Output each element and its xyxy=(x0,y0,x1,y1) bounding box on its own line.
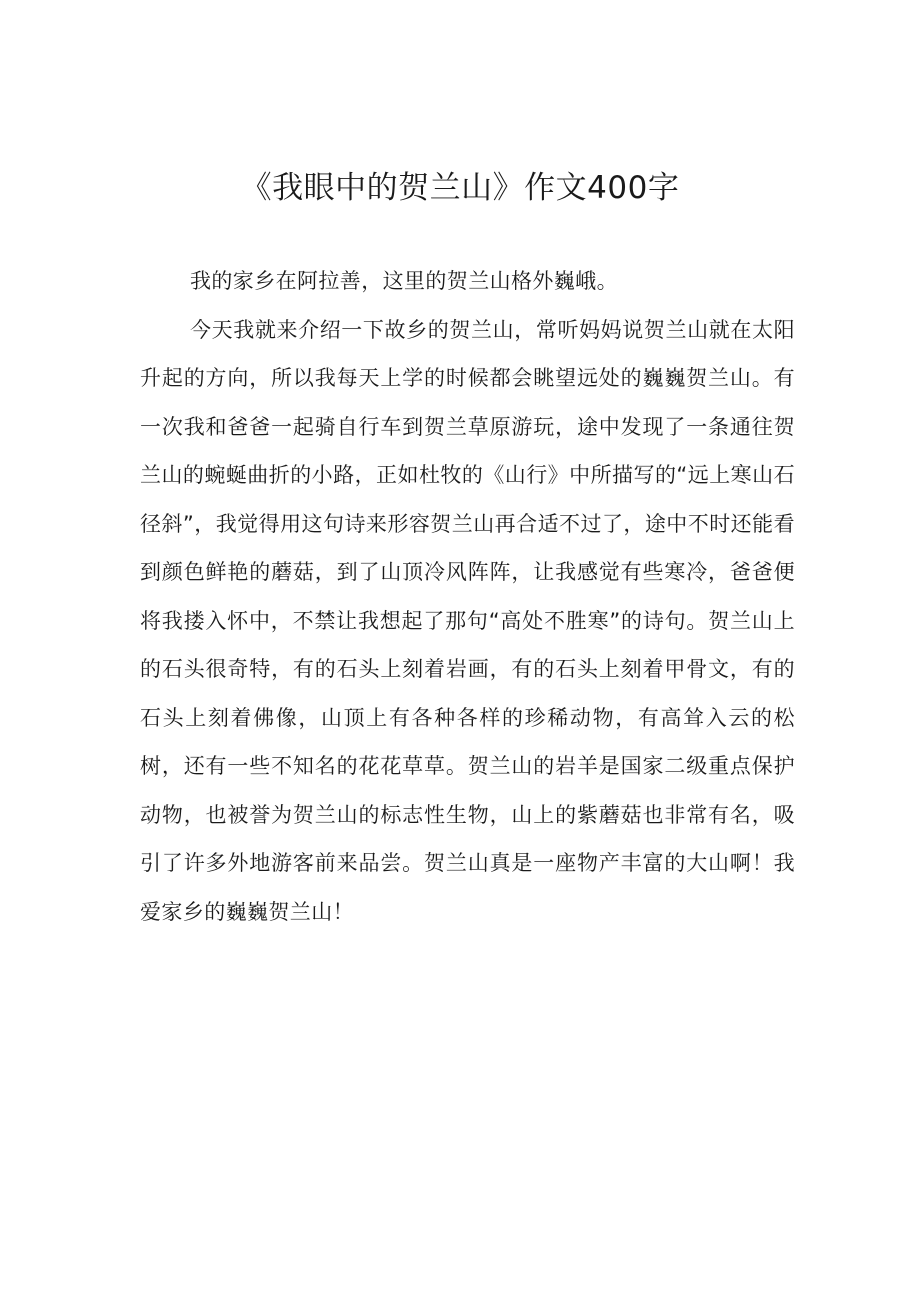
paragraph-main: 今天我就来介绍一下故乡的贺兰山，常听妈妈说贺兰山就在太阳升起的方向，所以我每天上学的时候都会眺望远处的巍巍贺兰山。有一次我和爸爸一起骑自行车到贺兰草原游玩，途中发现了一条通往贺兰山的蜿蜒曲折的小路，正如杜牧的《山行》中所描写的“远上寒山石径斜”，我觉得用这句诗来形容贺兰山再合适不过了，途中不时还能看到颜色鲜艳的蘑菇，到了山顶冷风阵阵，让我感觉有些寒冷，爸爸便将我搂入怀中，不禁让我想起了那句“高处不胜寒”的诗句。贺兰山上的石头很奇特，有的石头上刻着岩画，有的石头上刻着甲骨文，有的石头上刻着佛像，山顶上有各种各样的珍稀动物，有高耸入云的松树，还有一些不知名的花花草草。贺兰山的岩羊是国家二级重点保护动物，也被誉为贺兰山的标志性生物，山上的紫蘑菇也非常有名，吸引了许多外地游客前来品尝。贺兰山真是一座物产丰富的大山啊！我爱家乡的巍巍贺兰山！ xyxy=(140,317,795,924)
paragraph-intro: 我的家乡在阿拉善，这里的贺兰山格外巍峨。 xyxy=(190,269,618,293)
document-title: 《我眼中的贺兰山》作文400字 xyxy=(240,170,680,206)
document-body xyxy=(140,257,795,936)
